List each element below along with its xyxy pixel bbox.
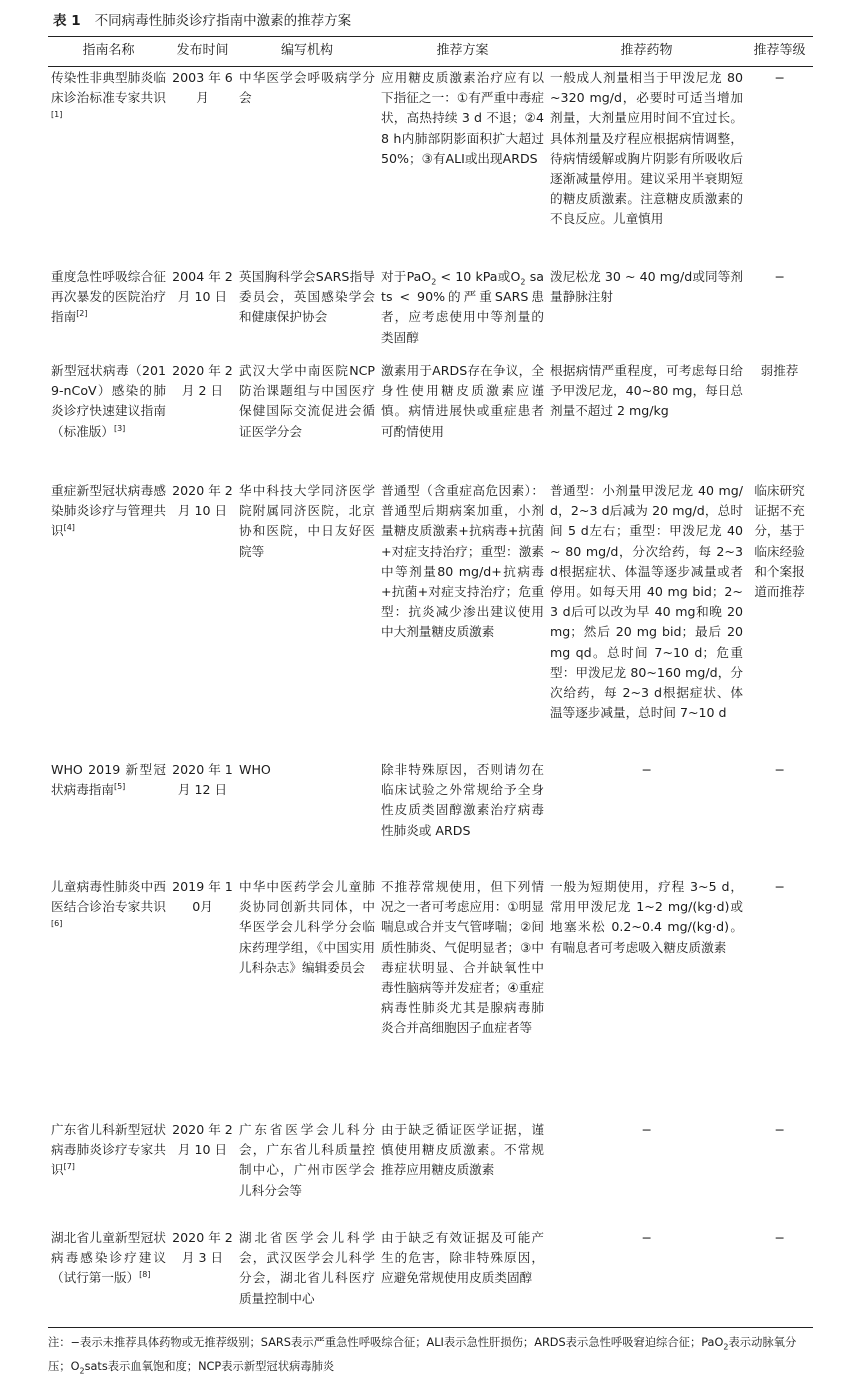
organization: 中华医学会呼吸病学分会 <box>239 70 375 106</box>
header-grade: 推荐等级 <box>753 42 806 58</box>
guideline-name: 重症新型冠状病毒感染肺炎诊疗与管理共识[4] <box>51 483 166 539</box>
guideline-name: WHO 2019 新型冠状病毒指南[5] <box>51 762 166 798</box>
recommended-drug: − <box>641 1122 652 1137</box>
recommended-plan: 不推荐常规使用，但下列情况之一者可考虑应用：①明显喘息或合并支气管哮喘；②间质性肺炎、气促明显者；③中毒症状明显、合并缺氧性中毒性脑病等并发症者；④重症病毒性肺炎尤其是腺病毒肺炎合并高细胞因子血症者等 <box>381 879 544 1036</box>
guideline-name: 传染性非典型肺炎临床诊治标准专家共识[1] <box>51 70 166 120</box>
recommended-plan: 应用糖皮质激素治疗应有以下指征之一：①有严重中毒症状，高热持续 3 d 不退；②48 h内肺部阴影面积扩大超过 50%；③有ALI或出现ARDS <box>381 70 544 166</box>
guideline-name: 儿童病毒性肺炎中西医结合诊治专家共识[6] <box>51 879 166 929</box>
publish-date: 2020 年 2 月 3 日 <box>172 1230 233 1266</box>
organization: 华中科技大学同济医学院附属同济医院，北京协和医院，中日友好医院等 <box>239 483 375 559</box>
header-date: 发布时间 <box>176 42 229 58</box>
publish-date: 2020 年 2 月 2 日 <box>172 363 233 399</box>
table-row <box>48 361 813 481</box>
table-number: 表 1 <box>53 13 81 29</box>
reference-mark: [7] <box>63 1162 75 1172</box>
header-org: 编写机构 <box>280 42 333 58</box>
reference-mark: [5] <box>113 782 126 792</box>
guideline-name: 新型冠状病毒（2019-nCoV）感染的肺炎诊疗快速建议指南（标准版）[3] <box>51 363 166 439</box>
recommended-drug: 泼尼松龙 30 ~ 40 mg/d或同等剂量静脉注射 <box>550 269 743 305</box>
reference-mark: [6] <box>51 919 63 929</box>
header-plan: 推荐方案 <box>436 42 489 58</box>
publish-date: 2020 年 2 月 10 日 <box>172 483 233 519</box>
reference-mark: [4] <box>63 523 75 533</box>
recommendation-grade: − <box>774 1122 785 1137</box>
table-row <box>48 481 813 760</box>
recommended-drug: 普通型：小剂量甲泼尼龙 40 mg/d，2~3 d后减为 20 mg/d，总时间 5 d左右；重型：甲泼尼龙 40 ~ 80 mg/d，分次给药，每 2~3 d根据症状、体温等逐步减量或者停用。如每天用 40 mg bid；2~3 d后可以改为早 40 mg和晚 20 mg；然后 20 mg bid；最后 20 mg qd。总时间 7~10 d；危重型：甲泼尼龙 80~160 mg/d，分次给药，每 2~3 d根据症状、体温等逐步减量，总时间 7~10 d <box>550 483 743 721</box>
publish-date: 2004 年 2 月 10 日 <box>172 269 233 305</box>
organization: 英国胸科学会SARS指导委员会，英国感染学会和健康保护协会 <box>239 269 375 325</box>
table-row <box>48 877 813 1120</box>
header-row <box>48 36 813 66</box>
recommendation-grade: − <box>774 269 785 284</box>
table-row <box>48 1228 813 1338</box>
recommended-plan: 普通型（含重症高危因素）：普通型后期病案加重，小剂量糖皮质激素+抗病毒+抗菌+对症支持治疗；重型：激素中等剂量80 mg/d+抗病毒+抗菌+对症支持治疗；危重型：抗炎减少渗出建议使用中大剂量糖皮质激素 <box>381 483 544 640</box>
recommended-drug: 一般成人剂量相当于甲泼尼龙 80~320 mg/d，必要时可适当增加剂量，大剂量应用时间不宜过长。具体剂量及疗程应根据病情调整，待病情缓解或胸片阴影有所吸收后逐渐减量停用。建议采用半衰期短的糖皮质激素。注意糖皮质激素的不良反应。儿童慎用 <box>550 70 743 227</box>
table-row <box>48 66 813 267</box>
header-drug: 推荐药物 <box>620 42 673 58</box>
recommended-drug: − <box>641 1230 652 1245</box>
table-row <box>48 1120 813 1228</box>
reference-mark: [2] <box>76 309 88 319</box>
table-row <box>48 267 813 361</box>
table-title: 不同病毒性肺炎诊疗指南中激素的推荐方案 <box>94 13 352 29</box>
organization: WHO <box>239 762 271 777</box>
publish-date: 2019 年 10月 <box>172 879 233 915</box>
organization: 广东省医学会儿科分会，广东省儿科质量控制中心，广州市医学会儿科分会等 <box>239 1122 375 1198</box>
guideline-name: 湖北省儿童新型冠状病毒感染诊疗建议（试行第一版）[8] <box>51 1230 166 1286</box>
table-caption <box>53 11 813 31</box>
recommended-plan: 激素用于ARDS存在争议，全身性使用糖皮质激素应谨慎。病情进展快或重症患者可酌情使用 <box>381 363 544 439</box>
header-name: 指南名称 <box>82 42 135 58</box>
recommendation-grade: 临床研究证据不充分，基于临床经验和个案报道而推荐 <box>754 483 805 600</box>
reference-mark: [8] <box>139 1270 151 1280</box>
recommended-drug: 根据病情严重程度，可考虑每日给予甲泼尼龙，40~80 mg，每日总剂量不超过 2 mg/kg <box>550 363 743 419</box>
recommendation-grade: − <box>774 762 785 777</box>
recommended-plan: 除非特殊原因，否则请勿在临床试验之外常规给予全身性皮质类固醇激素治疗病毒性肺炎或 ARDS <box>381 762 544 838</box>
reference-mark: [3] <box>113 423 126 433</box>
recommended-drug: − <box>641 762 652 777</box>
organization: 湖北省医学会儿科学会，武汉医学会儿科学分会，湖北省儿科医疗质量控制中心 <box>239 1230 375 1306</box>
recommended-plan: 对于PaO$_2$ < 10 kPa或$O_2$ sats < 90%的严重SARS患者，应考虑使用中等剂量的类固醇 <box>381 269 544 345</box>
publish-date: 2020 年 2 月 10 日 <box>172 1122 233 1158</box>
organization: 武汉大学中南医院NCP防治课题组与中国医疗保健国际交流促进会循证医学分会 <box>239 363 375 439</box>
organization: 中华中医药学会儿童肺炎协同创新共同体，中华医学会儿科学分会临床药理学组，《中国实用儿科杂志》编辑委员会 <box>239 879 375 975</box>
recommendation-grade: − <box>774 70 785 85</box>
recommendation-grade: 弱推荐 <box>760 363 799 378</box>
publish-date: 2003 年 6月 <box>172 70 233 106</box>
recommended-drug: 一般为短期使用，疗程 3~5 d，常用甲泼尼龙 1~2 mg/(kg·d)或地塞米松 0.2~0.4 mg/(kg·d)。有喘息者可考虑吸入糖皮质激素 <box>550 879 743 955</box>
table-footnote: 注：−表示未推荐具体药物或无推荐级别；SARS表示严重急性呼吸综合征；ALI表示急性肝损伤；ARDS表示急性呼吸窘迫综合征；PaO$_2$表示动脉氧分压；$O_2sats$表示血氧饱和度；NCP表示新型冠状病毒肺炎 <box>48 1336 797 1376</box>
table-row <box>48 760 813 877</box>
publish-date: 2020 年 1 月 12 日 <box>172 762 233 798</box>
guideline-table <box>48 36 813 1338</box>
guideline-name: 重度急性呼吸综合征再次暴发的医院治疗指南[2] <box>51 269 166 325</box>
recommended-plan: 由于缺乏循证医学证据，谨慎使用糖皮质激素。不常规推荐应用糖皮质激素 <box>381 1122 544 1178</box>
recommendation-grade: − <box>774 879 785 894</box>
guideline-name: 广东省儿科新型冠状病毒肺炎诊疗专家共识[7] <box>51 1122 166 1178</box>
reference-mark: [1] <box>51 110 63 120</box>
recommended-plan: 由于缺乏有效证据及可能产生的危害，除非特殊原因，应避免常规使用皮质类固醇 <box>381 1230 544 1286</box>
recommendation-grade: − <box>774 1230 785 1245</box>
